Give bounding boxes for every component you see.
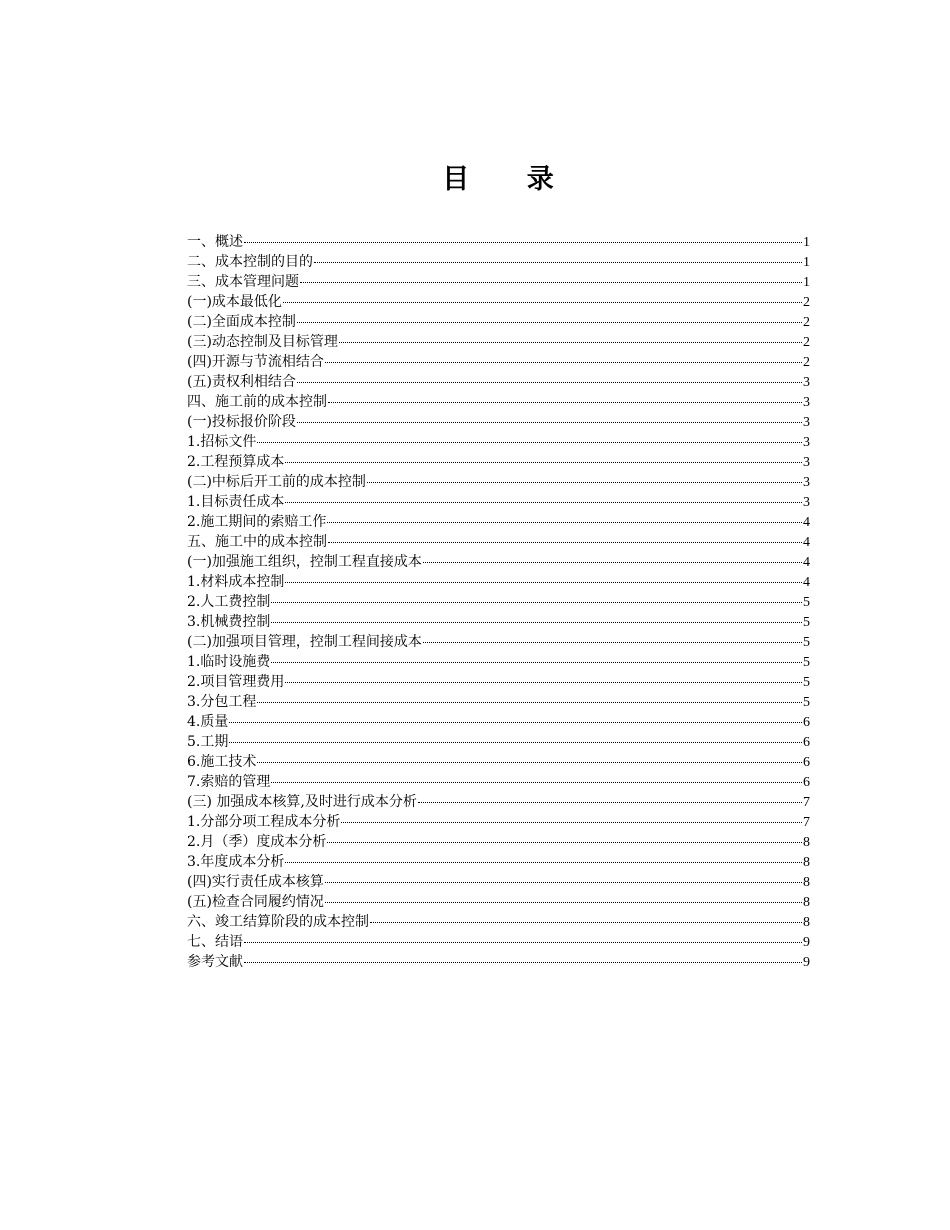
toc-entry-label: (三) 加强成本核算,及时进行成本分析 — [187, 794, 417, 810]
toc-dot-leader — [244, 942, 802, 943]
toc-entry-label: 5.工期 — [187, 734, 229, 750]
toc-entry[interactable] — [187, 612, 810, 632]
toc-entry-label: 四、施工前的成本控制 — [187, 394, 327, 410]
toc-entry-label: 6.施工技术 — [187, 754, 257, 770]
toc-entry-page-number: 5 — [803, 675, 810, 690]
toc-dot-leader — [283, 302, 802, 303]
toc-entry[interactable] — [187, 532, 810, 552]
toc-entry[interactable] — [187, 852, 810, 872]
toc-dot-leader — [285, 502, 802, 503]
toc-dot-leader — [328, 542, 802, 543]
toc-entry-page-number: 7 — [803, 795, 810, 810]
page-title: 目 录 — [442, 164, 578, 195]
toc-entry-page-number: 9 — [803, 955, 810, 970]
toc-entry-page-number: 8 — [803, 835, 810, 850]
toc-entry-label: (二)加强项目管理，控制工程间接成本 — [187, 634, 422, 650]
toc-entry-page-number: 3 — [803, 375, 810, 390]
toc-entry[interactable] — [187, 492, 810, 512]
toc-dot-leader — [423, 642, 802, 643]
toc-entry[interactable] — [187, 312, 810, 332]
toc-entry-label: 五、施工中的成本控制 — [187, 534, 327, 550]
toc-entry-page-number: 3 — [803, 415, 810, 430]
toc-entry-page-number: 2 — [803, 355, 810, 370]
toc-entry-page-number: 8 — [803, 915, 810, 930]
toc-dot-leader — [325, 362, 802, 363]
toc-entry[interactable] — [187, 812, 810, 832]
toc-entry-page-number: 3 — [803, 455, 810, 470]
toc-entry-label: 3.年度成本分析 — [187, 854, 285, 870]
toc-entry-page-number: 1 — [803, 275, 810, 290]
toc-entry[interactable] — [187, 252, 810, 272]
toc-entry-page-number: 5 — [803, 635, 810, 650]
toc-entry-page-number: 2 — [803, 335, 810, 350]
toc-entry-page-number: 2 — [803, 295, 810, 310]
toc-entry-label: (四)开源与节流相结合 — [187, 354, 324, 370]
toc-dot-leader — [297, 382, 802, 383]
toc-entry[interactable] — [187, 392, 810, 412]
toc-entry-label: 1.临时设施费 — [187, 654, 271, 670]
toc-dot-leader — [257, 702, 802, 703]
toc-entry[interactable] — [187, 592, 810, 612]
toc-entry[interactable] — [187, 952, 810, 972]
toc-entry-page-number: 5 — [803, 595, 810, 610]
toc-entry-page-number: 7 — [803, 815, 810, 830]
toc-entry-label: (五)检查合同履约情况 — [187, 894, 324, 910]
toc-entry-page-number: 1 — [803, 235, 810, 250]
toc-entry-label: 4.质量 — [187, 714, 229, 730]
toc-entry-page-number: 8 — [803, 895, 810, 910]
toc-entry-label: (三)动态控制及目标管理 — [187, 334, 338, 350]
toc-entry[interactable] — [187, 632, 810, 652]
toc-entry[interactable] — [187, 732, 810, 752]
toc-entry[interactable] — [187, 932, 810, 952]
toc-dot-leader — [367, 482, 802, 483]
toc-entry[interactable] — [187, 712, 810, 732]
toc-entry-page-number: 1 — [803, 255, 810, 270]
toc-dot-leader — [314, 262, 802, 263]
toc-entry[interactable] — [187, 652, 810, 672]
toc-dot-leader — [423, 562, 802, 563]
toc-entry-label: 1.分部分项工程成本分析 — [187, 814, 341, 830]
toc-dot-leader — [370, 922, 802, 923]
toc-dot-leader — [327, 522, 802, 523]
toc-entry-label: 1.材料成本控制 — [187, 574, 285, 590]
toc-entry-page-number: 5 — [803, 655, 810, 670]
toc-dot-leader — [257, 762, 802, 763]
toc-dot-leader — [297, 322, 802, 323]
toc-dot-leader — [271, 622, 802, 623]
toc-entry[interactable] — [187, 872, 810, 892]
toc-dot-leader — [257, 442, 802, 443]
toc-entry-label: 2.人工费控制 — [187, 594, 271, 610]
toc-dot-leader — [271, 782, 802, 783]
toc-entry-label: 2.项目管理费用 — [187, 674, 285, 690]
toc-dot-leader — [271, 662, 802, 663]
toc-entry-label: 3.分包工程 — [187, 694, 257, 710]
toc-entry[interactable] — [187, 692, 810, 712]
toc-entry-page-number: 5 — [803, 695, 810, 710]
toc-dot-leader — [418, 802, 802, 803]
toc-dot-leader — [271, 602, 802, 603]
table-of-contents — [187, 232, 810, 972]
toc-dot-leader — [285, 462, 802, 463]
toc-entry-label: 二、成本控制的目的 — [187, 254, 313, 270]
toc-entry-label: (五)责权利相结合 — [187, 374, 296, 390]
toc-dot-leader — [325, 902, 802, 903]
toc-dot-leader — [244, 962, 802, 963]
toc-dot-leader — [285, 582, 802, 583]
toc-entry[interactable] — [187, 452, 810, 472]
toc-entry-label: (一)加强施工组织，控制工程直接成本 — [187, 554, 422, 570]
toc-entry-label: 1.招标文件 — [187, 434, 257, 450]
toc-entry-label: 2.月（季）度成本分析 — [187, 834, 327, 850]
toc-entry-page-number: 3 — [803, 495, 810, 510]
toc-entry-page-number: 6 — [803, 755, 810, 770]
toc-entry[interactable] — [187, 792, 810, 812]
toc-dot-leader — [229, 742, 802, 743]
toc-entry-label: 1.目标责任成本 — [187, 494, 285, 510]
toc-entry-page-number: 4 — [803, 575, 810, 590]
toc-entry[interactable] — [187, 232, 810, 252]
toc-entry[interactable] — [187, 292, 810, 312]
toc-entry-label: 3.机械费控制 — [187, 614, 271, 630]
toc-entry-label: 2.施工期间的索赔工作 — [187, 514, 327, 530]
toc-entry-label: (一)投标报价阶段 — [187, 414, 296, 430]
toc-dot-leader — [325, 882, 802, 883]
toc-entry-label: 7.索赔的管理 — [187, 774, 271, 790]
toc-entry-page-number: 9 — [803, 935, 810, 950]
toc-dot-leader — [339, 342, 802, 343]
toc-entry[interactable] — [187, 412, 810, 432]
toc-dot-leader — [327, 842, 802, 843]
toc-entry-label: 七、结语 — [187, 934, 243, 950]
toc-entry[interactable] — [187, 572, 810, 592]
toc-entry-label: 参考文献 — [187, 954, 243, 970]
toc-entry-page-number: 3 — [803, 475, 810, 490]
toc-dot-leader — [341, 822, 802, 823]
toc-entry-page-number: 8 — [803, 875, 810, 890]
toc-entry[interactable] — [187, 512, 810, 532]
toc-entry-label: (一)成本最低化 — [187, 294, 282, 310]
toc-entry[interactable] — [187, 832, 810, 852]
toc-entry-page-number: 6 — [803, 735, 810, 750]
toc-dot-leader — [285, 862, 802, 863]
toc-entry-page-number: 8 — [803, 855, 810, 870]
toc-entry[interactable] — [187, 552, 810, 572]
toc-entry-label: (四)实行责任成本核算 — [187, 874, 324, 890]
toc-entry[interactable] — [187, 272, 810, 292]
toc-entry[interactable] — [187, 332, 810, 352]
toc-entry[interactable] — [187, 892, 810, 912]
toc-entry-label: 2.工程预算成本 — [187, 454, 285, 470]
toc-entry-label: (二)中标后开工前的成本控制 — [187, 474, 366, 490]
toc-dot-leader — [285, 682, 802, 683]
toc-dot-leader — [300, 282, 802, 283]
toc-entry-label: 一、概述 — [187, 234, 243, 250]
toc-entry-page-number: 3 — [803, 395, 810, 410]
toc-entry-page-number: 6 — [803, 715, 810, 730]
toc-entry[interactable] — [187, 672, 810, 692]
toc-entry-page-number: 3 — [803, 435, 810, 450]
toc-entry[interactable] — [187, 912, 810, 932]
toc-entry-page-number: 6 — [803, 775, 810, 790]
toc-entry-page-number: 4 — [803, 515, 810, 530]
toc-entry[interactable] — [187, 372, 810, 392]
toc-entry-page-number: 4 — [803, 555, 810, 570]
toc-dot-leader — [229, 722, 802, 723]
toc-entry-page-number: 4 — [803, 535, 810, 550]
toc-entry[interactable] — [187, 352, 810, 372]
toc-entry-label: 六、竣工结算阶段的成本控制 — [187, 914, 369, 930]
toc-entry-page-number: 2 — [803, 315, 810, 330]
toc-entry[interactable] — [187, 772, 810, 792]
toc-entry-label: (二)全面成本控制 — [187, 314, 296, 330]
toc-dot-leader — [244, 242, 802, 243]
toc-entry-label: 三、成本管理问题 — [187, 274, 299, 290]
toc-dot-leader — [297, 422, 802, 423]
toc-entry-page-number: 5 — [803, 615, 810, 630]
toc-entry[interactable] — [187, 472, 810, 492]
toc-entry[interactable] — [187, 752, 810, 772]
toc-entry[interactable] — [187, 432, 810, 452]
toc-dot-leader — [328, 402, 802, 403]
